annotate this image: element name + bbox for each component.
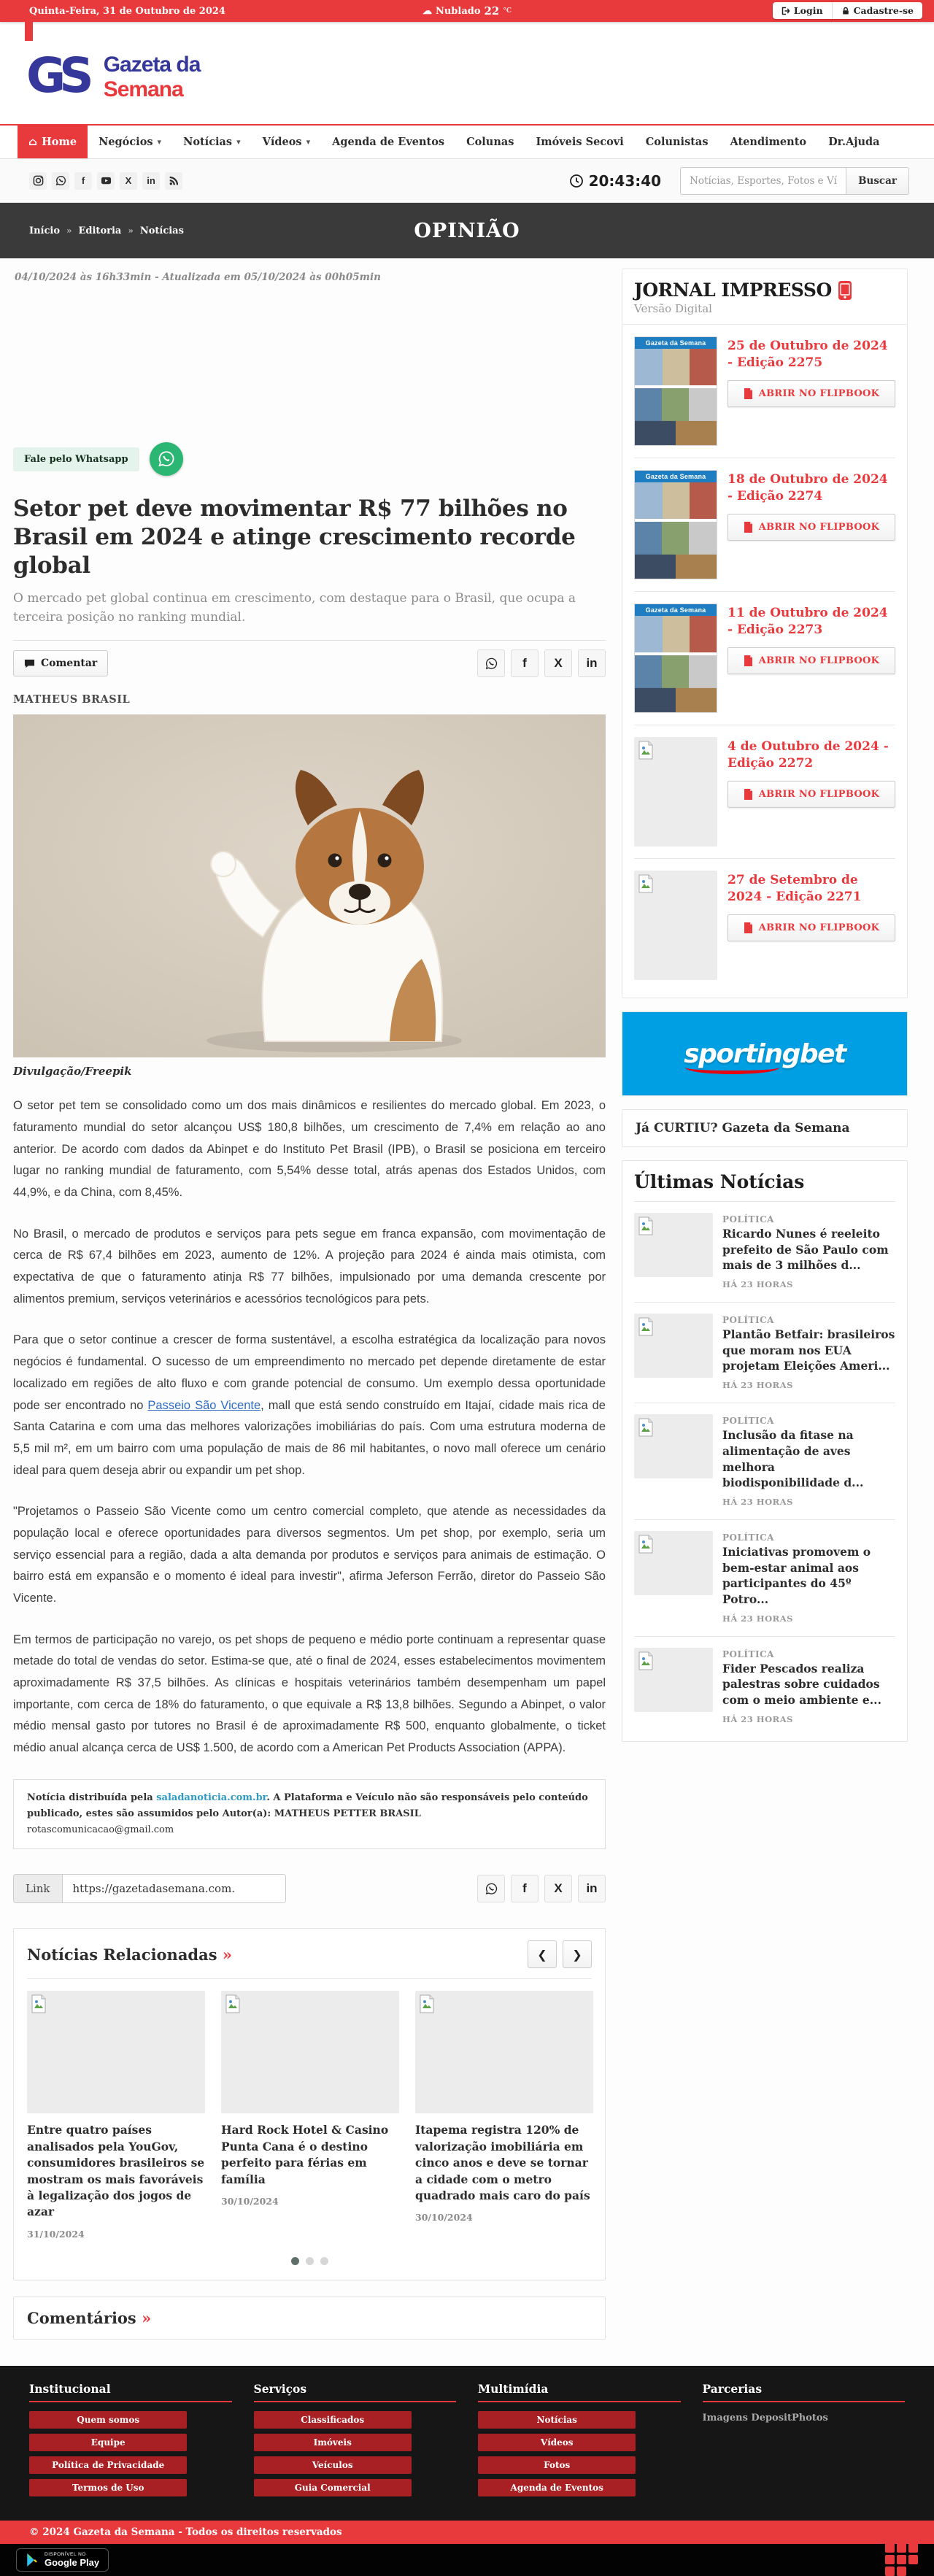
login-button[interactable]: Login (773, 2, 832, 19)
news-thumbnail (634, 1314, 713, 1378)
comment-button[interactable]: Comentar (13, 650, 108, 676)
logo-accent (25, 19, 33, 41)
edition-cover-collage (635, 482, 717, 579)
distribution-disclaimer: Notícia distribuída pela saladanoticia.com.br. A Plataforma e Veículo não são responsáveis pelo conteúdo publicado, estes são assumidos pelo Autor(a): MATHEUS PETTER BRASIL rotascomunicacao@gmail.com (13, 1779, 606, 1849)
social-links (29, 172, 182, 190)
open-flipbook-button[interactable]: ABRIR NO FLIPBOOK (727, 914, 895, 941)
google-play-badge[interactable]: DISPONÍVEL NO Google Play (16, 2548, 109, 2572)
footer-columns (0, 2366, 934, 2521)
more-arrows-icon: » (222, 1945, 232, 1964)
list-item[interactable]: POLÍTICA Ricardo Nunes é reeleito prefeito de São Paulo com mais de 3 milhões d... HÁ 23 HORAS (634, 1201, 895, 1302)
edition-cover[interactable]: Gazeta da Semana (634, 603, 717, 713)
news-thumbnail (634, 1213, 713, 1277)
document-icon (744, 522, 753, 533)
breadcrumb-home[interactable]: Início (29, 225, 60, 236)
open-flipbook-button[interactable]: ABRIR NO FLIPBOOK (727, 514, 895, 541)
play-store-icon (26, 2553, 39, 2567)
section-title: OPINIÃO (414, 219, 520, 242)
search-button[interactable]: Buscar (846, 167, 909, 195)
related-card[interactable]: Hard Rock Hotel & Casino Punta Cana é o destino perfeito para férias em família 30/10/2024 (221, 1991, 399, 2241)
document-icon (744, 388, 753, 399)
news-category: POLÍTICA (722, 1214, 774, 1225)
related-card[interactable]: Itapema registra 120% de valorização imobiliária em cinco anos e deve se tornar a cidade com o metro quadrado mais caro do país 30/10/2024 (415, 1991, 593, 2241)
share-whatsapp-button[interactable] (477, 649, 505, 677)
footer-link[interactable]: Fotos (478, 2456, 636, 2474)
edition-item (634, 592, 895, 725)
main-navigation (0, 124, 934, 159)
related-card-date: 30/10/2024 (415, 2212, 473, 2224)
news-category: POLÍTICA (722, 1648, 774, 1659)
edition-cover[interactable]: Gazeta da Semana (634, 470, 717, 579)
edition-cover-collage (635, 616, 717, 712)
news-timestamp: HÁ 23 HORAS (722, 1613, 793, 1624)
list-item[interactable]: POLÍTICA Inclusão da fitase na alimentação de aves melhora biodisponibilidade d... HÁ 23 HORAS (634, 1403, 895, 1519)
partner-label: Imagens DepositPhotos (702, 2412, 828, 2423)
edition-cover[interactable] (634, 871, 717, 980)
related-news-title: Notícias Relacionadas » (27, 1945, 232, 1964)
edition-title[interactable]: 25 de Outubro de 2024 - Edição 2275 (727, 339, 888, 370)
related-news-cards (27, 1991, 592, 2241)
footer-link[interactable]: Notícias (478, 2411, 636, 2429)
search-box (680, 167, 909, 195)
edition-item (634, 325, 895, 458)
latest-news-title: Últimas Notícias (634, 1171, 805, 1192)
share-x-button[interactable] (544, 1875, 572, 1902)
broken-image-icon (638, 874, 654, 893)
weather-widget (422, 4, 512, 18)
temperature-value: 22 (484, 4, 500, 18)
related-news-section (13, 1928, 606, 2280)
share-facebook-button[interactable] (511, 1875, 539, 1902)
carousel-dot[interactable] (320, 2257, 328, 2265)
temperature-unit: °C (503, 7, 512, 15)
news-thumbnail (634, 1414, 713, 1478)
footer-link[interactable]: Agenda de Eventos (478, 2479, 636, 2496)
more-arrows-icon: » (142, 2308, 152, 2327)
edition-item (634, 725, 895, 859)
logo-wordmark: Gazeta da Semana (103, 53, 201, 101)
linkedin-icon: in (586, 1881, 598, 1896)
related-news-header (27, 1940, 592, 1979)
linkedin-icon[interactable]: in (142, 172, 160, 190)
nav-item-imoveis[interactable]: Imóveis Secovi (536, 136, 624, 148)
paragraph: Em termos de participação no varejo, os pet shops de pequeno e médio porte continuam a representar quase metade do total de vendas do setor. Estima-se que, até o final de 2024, esses estabelecimentos movimentem aproximadamente R$ 37,5 bilhões. As clínicas e hospitais veterinários também desempenham um papel importante, com cerca de 18% do faturamento, o que equivale a R$ 13,8 bilhões. Segundo a Abinpet, o valor médio mensal gasto por tutores no Brasil é de aproximadamente R$ 500, enquanto globalmente, o ticket médio anual alcança cerca de US$ 1.500, de acordo com a American Pet Products Association (APPA). (13, 1632, 606, 1755)
related-card[interactable]: Entre quatro países analisados pela YouGov, consumidores brasileiros se mostram os mais favoráveis à legalização dos jogos de azar 31/10/2024 (27, 1991, 205, 2241)
facebook-icon: f (522, 656, 527, 671)
broken-image-icon (225, 1994, 241, 2013)
dog-photo-illustration (13, 714, 606, 1057)
author-byline: MATHEUS BRASIL (13, 693, 131, 706)
register-button[interactable]: Cadastre-se (832, 2, 922, 19)
footer-link[interactable]: Quem somos (29, 2411, 187, 2429)
paragraph: No Brasil, o mercado de produtos e serviços para pets segue em franca expansão, com movimentação de cerca de R$ 67,4 bilhões em 2023, aumento de 12%. A projeção para 2024 é ainda mais otimista, com expectativa de que o faturamento atinja R$ 77 bilhões, impulsionado por uma demanda crescente por alimentos premium, serviços veterinários e acessórios tecnológicos para pets. (13, 1227, 606, 1306)
login-icon (781, 7, 790, 15)
news-category: POLÍTICA (722, 1315, 774, 1326)
news-thumbnail (634, 1531, 713, 1595)
broken-image-icon (638, 1216, 654, 1235)
nav-item-colunistas[interactable]: Colunistas (645, 136, 709, 148)
share-link-row (13, 1874, 606, 1903)
broken-image-icon (638, 741, 654, 760)
article-body (13, 1095, 606, 1759)
breadcrumb-bar (0, 203, 934, 258)
related-card-date: 30/10/2024 (221, 2195, 279, 2207)
article-subtitle: O mercado pet global continua em crescimento, com destaque para o Brasil, que ocupa a terceira posição no ranking mundial. (13, 591, 576, 625)
top-bar (0, 0, 934, 22)
related-card-thumbnail (221, 1991, 399, 2113)
news-thumbnail (634, 1648, 713, 1712)
live-clock: 20:43:40 (569, 172, 662, 190)
footer-col-parcerias: Parcerias Imagens DepositPhotos (703, 2382, 906, 2502)
instagram-icon[interactable] (29, 172, 47, 190)
article-dateline: 04/10/2024 às 16h33min - Atualizada em 05/10/2024 às 00h05min (15, 271, 381, 283)
footer (0, 2366, 934, 2576)
search-input[interactable] (680, 167, 846, 195)
nav-item-drajuda[interactable]: Dr.Ajuda (828, 136, 880, 148)
facebook-icon[interactable]: f (74, 172, 92, 190)
site-logo[interactable] (26, 47, 934, 104)
lock-icon (841, 7, 850, 15)
carousel-dot[interactable] (306, 2257, 314, 2265)
document-icon (744, 655, 753, 666)
footer-link[interactable]: Vídeos (478, 2434, 636, 2451)
sub-header (0, 159, 934, 203)
passeio-sao-vicente-link[interactable]: Passeio São Vicente (147, 1398, 261, 1412)
edition-title[interactable]: 11 de Outubro de 2024 - Edição 2273 (727, 606, 888, 637)
printed-journal-widget (622, 269, 908, 998)
youtube-icon[interactable] (97, 172, 115, 190)
news-category: POLÍTICA (722, 1532, 774, 1543)
breadcrumb-separator: » (66, 225, 72, 236)
edition-cover[interactable] (634, 737, 717, 847)
footer-link[interactable]: Termos de Uso (29, 2479, 187, 2496)
footer-col-servicos: Serviços Classificados Imóveis Veículos Guia Comercial (254, 2382, 457, 2502)
whatsapp-contact-row (13, 442, 606, 476)
open-flipbook-button[interactable]: ABRIR NO FLIPBOOK (727, 647, 895, 674)
sportingbet-logo: sportingbet (684, 1038, 846, 1069)
footer-col-multimidia: Multimídia Notícias Vídeos Fotos Agenda de Eventos (478, 2382, 681, 2502)
nav-item-home[interactable]: ⌂ Home (18, 126, 88, 158)
broken-image-icon (419, 1994, 435, 2013)
clock-icon (569, 174, 584, 188)
breadcrumb (29, 225, 184, 236)
article-column (13, 269, 606, 2359)
share-x-button[interactable] (544, 649, 572, 677)
related-card-thumbnail (415, 1991, 593, 2113)
edition-item (634, 458, 895, 592)
printed-journal-header: JORNAL IMPRESSO (634, 279, 895, 301)
carousel-dots (27, 2257, 592, 2265)
edition-title[interactable]: 27 de Setembro de 2024 - Edição 2271 (727, 873, 862, 904)
whatsapp-contact-button[interactable] (150, 442, 183, 476)
carousel-arrows (528, 1940, 592, 1968)
liked-widget: Já CURTIU? Gazeta da Semana (622, 1109, 908, 1147)
nav-item-colunas[interactable]: Colunas (466, 136, 514, 148)
chevron-down-icon: ▾ (236, 137, 241, 147)
broken-image-icon (638, 1535, 654, 1554)
open-flipbook-button[interactable]: ABRIR NO FLIPBOOK (727, 380, 895, 407)
nav-item-atendimento[interactable]: Atendimento (730, 136, 807, 148)
comments-section (13, 2297, 606, 2340)
nav-item-videos[interactable]: Vídeos ▾ (262, 136, 311, 148)
cloud-icon: ☁ (422, 5, 432, 17)
speech-bubble-icon (24, 658, 35, 669)
mobile-phone-icon (838, 280, 852, 301)
whatsapp-chip-label: Fale pelo Whatsapp (13, 447, 139, 471)
x-icon: X (554, 1881, 563, 1896)
news-timestamp: HÁ 23 HORAS (722, 1279, 793, 1290)
list-item[interactable]: POLÍTICA Iniciativas promovem o bem-estar animal aos participantes do 45º Potro... HÁ 23 HORAS (634, 1519, 895, 1636)
news-timestamp: HÁ 23 HORAS (722, 1713, 793, 1724)
article-url-input[interactable] (63, 1875, 285, 1902)
article-link-group (13, 1874, 286, 1903)
red-dots-widget[interactable] (885, 2543, 918, 2576)
auth-buttons (773, 2, 922, 19)
article-hero-image (13, 714, 606, 1057)
footer-link[interactable]: Equipe (29, 2434, 187, 2451)
breadcrumb-noticias[interactable]: Notícias (139, 225, 184, 236)
edition-cover[interactable]: Gazeta da Semana (634, 336, 717, 446)
footer-col-institucional: Institucional Quem somos Equipe Política de Privacidade Termos de Uso (29, 2382, 232, 2502)
footer-link[interactable]: Guia Comercial (254, 2479, 412, 2496)
list-item[interactable]: POLÍTICA Fider Pescados realiza palestras sobre cuidados com o meio ambiente e... HÁ 23 HORAS (634, 1636, 895, 1737)
broken-image-icon (638, 1651, 654, 1670)
facebook-icon: f (522, 1881, 527, 1896)
share-facebook-button[interactable] (511, 649, 539, 677)
carousel-prev-button[interactable]: ❮ (528, 1940, 557, 1968)
image-caption: Divulgação/Freepik (13, 1065, 132, 1079)
sportingbet-ad-banner[interactable] (622, 1011, 908, 1096)
share-buttons (477, 649, 606, 677)
breadcrumb-separator: » (128, 225, 134, 236)
footer-link[interactable]: Veículos (254, 2456, 412, 2474)
rss-icon[interactable] (165, 172, 182, 190)
related-card-date: 31/10/2024 (27, 2228, 85, 2240)
list-item[interactable]: POLÍTICA Plantão Betfair: brasileiros que moram nos EUA projetam Eleições Ameri... HÁ 23 HORAS (634, 1302, 895, 1403)
edition-title[interactable]: 18 de Outubro de 2024 - Edição 2274 (727, 472, 888, 504)
ad-slot-empty (13, 283, 606, 442)
divider (13, 640, 606, 641)
latest-news-widget (622, 1160, 908, 1742)
broken-image-icon (638, 1418, 654, 1437)
nav-item-agenda[interactable]: Agenda de Eventos (332, 136, 445, 148)
x-icon: X (554, 656, 563, 671)
nav-item-negocios[interactable]: Negócios ▾ (99, 136, 162, 148)
footer-link[interactable]: Imóveis (254, 2434, 412, 2451)
sidebar (622, 269, 908, 1755)
copyright-bar: © 2024 Gazeta da Semana - Todos os direitos reservados (0, 2521, 934, 2544)
footer-bottom-strip (0, 2544, 934, 2576)
document-icon (744, 922, 753, 933)
carousel-dot[interactable] (291, 2257, 299, 2265)
whatsapp-icon (485, 1882, 498, 1896)
nav-item-noticias[interactable]: Notícias ▾ (183, 136, 241, 148)
document-icon (744, 789, 753, 800)
article-actions (13, 649, 606, 677)
footer-link[interactable]: Política de Privacidade (29, 2456, 187, 2474)
current-date: Quinta-Feira, 31 de Outubro de 2024 (29, 5, 225, 17)
home-icon: ⌂ (28, 136, 38, 148)
chevron-down-icon: ▾ (157, 137, 162, 147)
broken-image-icon (31, 1994, 47, 2013)
printed-journal-subtitle: Versão Digital (634, 302, 712, 315)
carousel-next-button[interactable]: ❯ (563, 1940, 592, 1968)
news-timestamp: HÁ 23 HORAS (722, 1496, 793, 1507)
related-card-thumbnail (27, 1991, 205, 2113)
broken-image-icon (638, 1317, 654, 1336)
paragraph: Para que o setor continue a crescer de forma sustentável, a escolha estratégica da localização para novos negócios é fundamental. O sucesso de um empreendimento no mercado pet depende diretamente de estar localizado em regiões de alto fluxo e com grande potencial de consumo. Um exemplo dessa oportunidade pode ser encontrado no Passeio São Vicente, mall que está sendo construído em Itajaí, cidade mais rica de Santa Catarina e com uma das melhores valorizações imobiliárias do país. Com uma estrutura moderna de 5,5 mil m², em um bairro com uma população de mais de 86 mil habitantes, o novo mall oferece um cenário ideal para quem deseja abrir ou expandir um pet shop. (13, 1333, 606, 1477)
paragraph: "Projetamos o Passeio São Vicente como um centro comercial completo, que atende as necessidades da população local e oferece oportunidades para diversos segmentos. Um pet shop, por exemplo, seria um serviço essencial para a região, dada a alta demanda por produtos e serviços para animais de estimação. O bairro está em expansão e o momento é ideal para investir", afirma Jeferson Ferrão, diretor do Passeio São Vicente. (13, 1505, 606, 1605)
edition-title[interactable]: 4 de Outubro de 2024 - Edição 2272 (727, 739, 889, 771)
link-label: Link (14, 1875, 63, 1902)
share-linkedin-button[interactable] (578, 1875, 606, 1902)
page-title: Setor pet deve movimentar R$ 77 bilhões no Brasil em 2024 e atinge crescimento recorde global (13, 495, 576, 579)
footer-link[interactable]: Classificados (254, 2411, 412, 2429)
share-whatsapp-button[interactable] (477, 1875, 505, 1902)
edition-item (634, 859, 895, 992)
whatsapp-icon (157, 450, 176, 468)
share-linkedin-button[interactable] (578, 649, 606, 677)
edition-cover-collage (635, 349, 717, 445)
share-buttons (477, 1875, 606, 1902)
author-email: rotascomunicacao@gmail.com (27, 1824, 174, 1835)
breadcrumb-editoria[interactable]: Editoria (78, 225, 122, 236)
news-category: POLÍTICA (722, 1416, 774, 1427)
weather-label: Nublado (435, 5, 481, 17)
comments-title: Comentários » (27, 2308, 152, 2327)
main-content (13, 258, 921, 2359)
masthead (0, 22, 934, 124)
x-icon[interactable]: X (120, 172, 137, 190)
whatsapp-icon[interactable] (52, 172, 69, 190)
news-timestamp: HÁ 23 HORAS (722, 1380, 793, 1391)
logo-gs-monogram: GS (26, 47, 88, 104)
linkedin-icon: in (586, 656, 598, 671)
whatsapp-icon (485, 657, 498, 671)
chevron-down-icon: ▾ (306, 137, 311, 147)
paragraph: O setor pet tem se consolidado como um dos mais dinâmicos e resilientes do mercado global. Em 2023, o faturamento mundial do setor alcançou US$ 180,8 bilhões, um crescimento de 7,4% em relação ao ano anterior. De acordo com dados da Abinpet e do Instituto Pet Brasil (IPB), o Brasil se posiciona em terceiro lugar no ranking mundial de faturamento, com 5,54% desse total, atrás apenas dos Estados Unidos, com 44,9%, e da China, com 8,45%. (13, 1099, 606, 1199)
open-flipbook-button[interactable]: ABRIR NO FLIPBOOK (727, 781, 895, 808)
saladanoticia-link[interactable]: saladanoticia.com.br (156, 1792, 267, 1803)
